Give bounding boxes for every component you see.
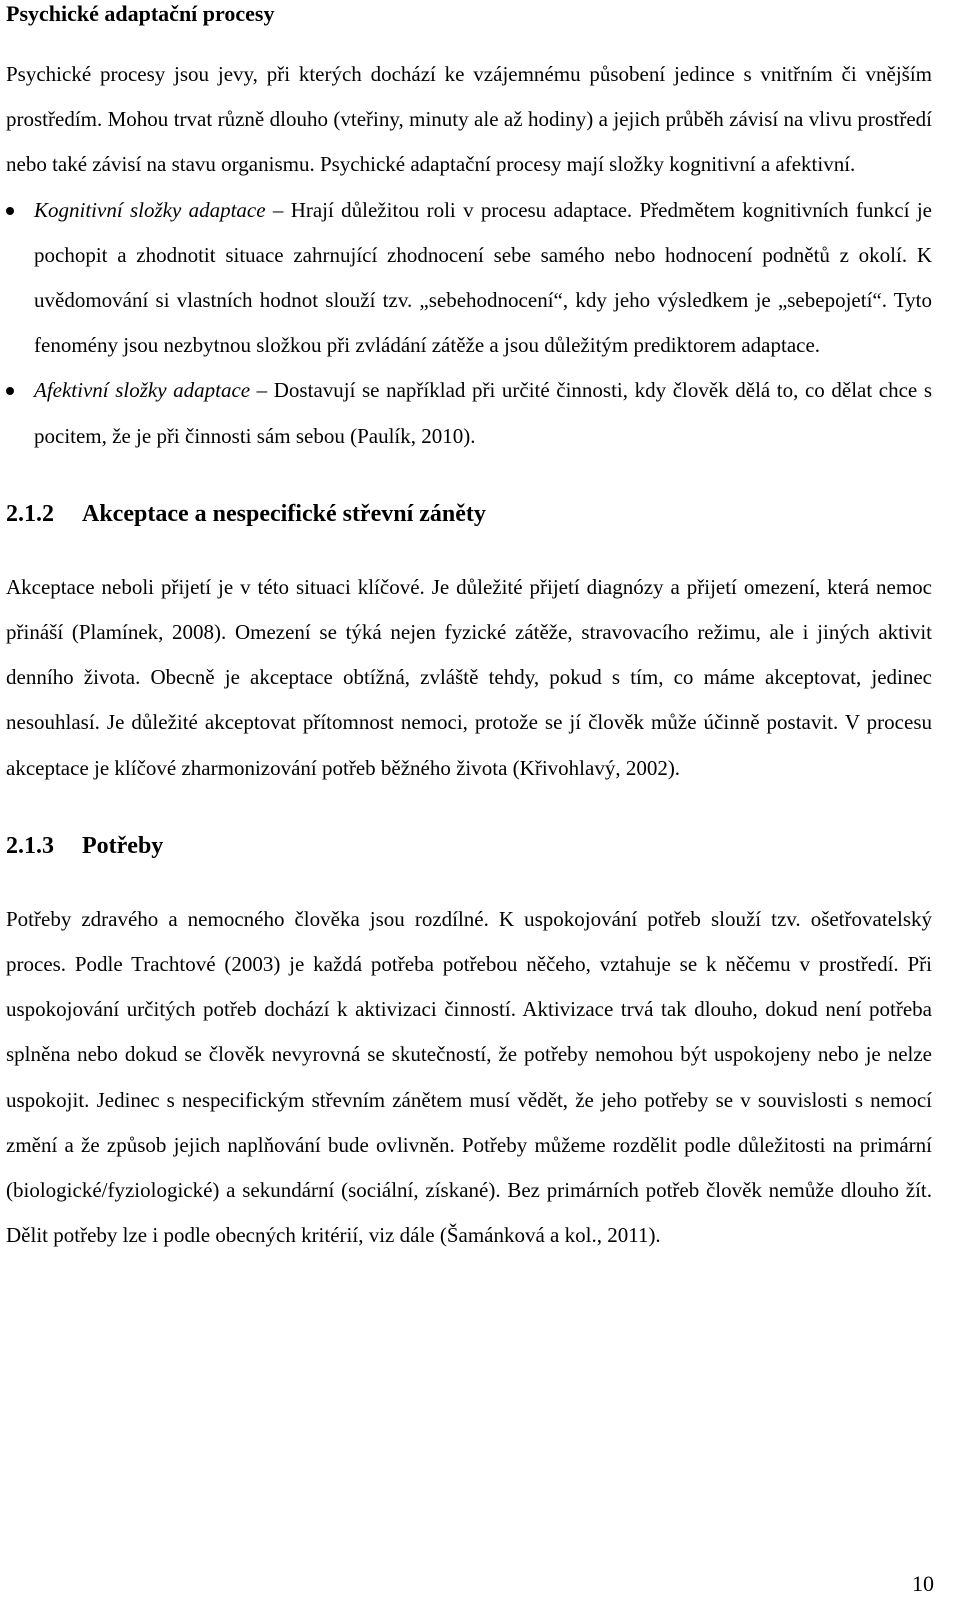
page-number: 10 [912,1571,934,1596]
heading-2-1-3 [6,831,932,861]
dash: – [265,197,291,222]
paragraph-psychic-processes: Psychické procesy jsou jevy, při kterých dochází ke vzájemnému působení jedince s vnitřním či vnějším prostředím. Mohou trvat různě dlouho (vteřiny, minuty ale až hodiny) a jejich průběh závisí na vlivu prostředí nebo také závisí na stavu organismu. Psychické adaptační procesy mají složky kognitivní a afektivní. [6,62,932,177]
heading-title: Akceptace a nespecifické střevní záněty [82,500,486,527]
dash: – [250,378,274,403]
text-affective: Dostavují se například při určité činnosti, kdy člověk dělá to, co dělat chce s pocitem, že je při činnosti sám sebou (Paulík, 2010). [34,378,932,448]
bullet-icon [6,387,14,395]
list-item-affective [6,368,932,458]
heading-number: 2.1.3 [6,832,54,859]
paragraph-acceptance: Akceptace neboli přijetí je v této situaci klíčové. Je důležité přijetí diagnózy a přijetí omezení, která nemoc přináší (Plamínek, 2008). Omezení se týká nejen fyzické zátěže, stravovacího režimu, ale i jiných aktivit denního života. Obecně je akceptace obtížná, zvláště tehdy, pokud s tím, co máme akceptovat, jedinec nesouhlasí. Je důležité akceptovat přítomnost nemoci, protože se jí člověk může účinně postavit. V procesu akceptace je klíčové zharmonizování potřeb běžného života (Křivohlavý, 2002). [6,574,932,780]
term-cognitive: Kognitivní složky adaptace [34,197,266,222]
list-item-cognitive [6,188,932,369]
paragraph-needs: Potřeby zdravého a nemocného člověka jsou rozdílné. K uspokojování potřeb slouží tzv. ošetřovatelský proces. Podle Trachtové (2003) je každá potřeba potřebou něčeho, vztahuje se k něčemu v prostředí. Při uspokojování určitých potřeb dochází k aktivizaci činností. Aktivizace trvá tak dlouho, dokud není potřeba splněna nebo dokud se člověk nevyrovná se skutečností, že potřeby nemohou být uspokojeny nebo je nelze uspokojit. Jedinec s nespecifickým střevním zánětem musí vědět, že jeho potřeby se v souvislosti s nemocí změní a že způsob jejich naplňování bude ovlivněn. Potřeby můžeme rozdělit podle důležitosti na primární (biologické/fyziologické) a sekundární (sociální, získané). Bez primárních potřeb člověk nemůže dlouho žít. Dělit potřeby lze i podle obecných kritérií, viz dále (Šamánková a kol., 2011). [6,906,932,1248]
heading-2-1-2 [6,499,932,529]
section-heading: Psychické adaptační procesy [6,1,275,26]
heading-number: 2.1.2 [6,500,54,527]
heading-title: Potřeby [82,832,164,859]
text-cognitive: Hrají důležitou roli v procesu adaptace. Předmětem kognitivních funkcí je pochopit a zhodnotit situace zahrnující zhodnocení sebe samého nebo hodnocení podnětů z okolí. K uvědomování si vlastních hodnot slouží tzv. „sebehodnocení“, kdy jeho výsledkem je „sebepojetí“. Tyto fenomény jsou nezbytnou složkou při zvládání zátěže a jsou důležitým prediktorem adaptace. [34,197,933,358]
term-affective: Afektivní složky adaptace [34,378,251,403]
bullet-icon [6,207,14,215]
adaptation-components-list [6,188,932,459]
document-page [6,0,932,1258]
